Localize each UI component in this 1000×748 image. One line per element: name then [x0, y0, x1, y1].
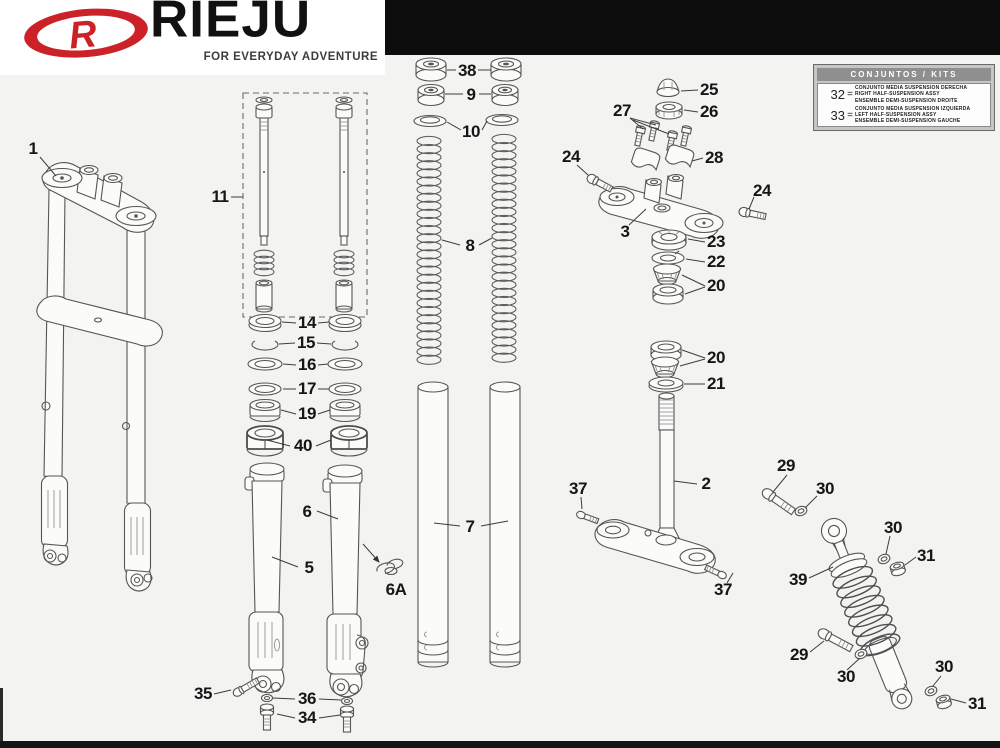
kit-equals: = — [847, 88, 853, 100]
callout-10: 10 — [462, 122, 480, 141]
callout-30: 30 — [884, 518, 902, 537]
callout-29: 29 — [790, 645, 808, 664]
callout-37: 37 — [569, 479, 587, 498]
callout-35: 35 — [194, 684, 212, 703]
callout-6: 6 — [302, 502, 312, 521]
callout-27: 27 — [613, 101, 631, 120]
callout-30: 30 — [816, 479, 834, 498]
callout-16: 16 — [298, 355, 316, 374]
callout-5: 5 — [304, 558, 314, 577]
callout-31: 31 — [968, 694, 986, 713]
callout-17: 17 — [298, 379, 316, 398]
callout-31: 31 — [917, 546, 935, 565]
callout-28: 28 — [705, 148, 723, 167]
callout-39: 39 — [789, 570, 807, 589]
kit-number: 33 — [830, 107, 845, 123]
callout-24: 24 — [562, 147, 580, 166]
callout-1: 1 — [28, 139, 38, 158]
callout-11: 11 — [211, 187, 229, 206]
callout-9: 9 — [466, 85, 476, 104]
scan-edge-left — [0, 688, 3, 741]
callout-23: 23 — [707, 232, 725, 251]
callout-38: 38 — [458, 61, 476, 80]
kit-number: 32 — [830, 86, 845, 102]
callout-29: 29 — [777, 456, 795, 475]
brand-wordmark: RIEJU — [150, 0, 312, 49]
callout-7: 7 — [465, 517, 475, 536]
brand-tagline: FOR EVERYDAY ADVENTURE — [203, 51, 378, 63]
callout-14: 14 — [298, 313, 316, 332]
callout-34: 34 — [298, 708, 316, 727]
callout-30: 30 — [935, 657, 953, 676]
callout-20: 20 — [707, 276, 725, 295]
scan-edge-bottom — [0, 741, 1000, 748]
callout-20: 20 — [707, 348, 725, 367]
kit-description: CONJUNTO MEDIA SUSPENSION DERECHA RIGHT HALF-SUSPENSION ASSY ENSEMBLE DEMI-SUSPENSION DROITE — [855, 85, 968, 104]
callout-30: 30 — [837, 667, 855, 686]
callout-21: 21 — [707, 374, 725, 393]
callout-6A: 6A — [385, 580, 407, 599]
svg-text:R: R — [67, 13, 99, 58]
callout-22: 22 — [707, 252, 725, 271]
kit-description: CONJUNTO MEDIA SUSPENSION IZQUIERDA LEFT HALF-SUSPENSION ASSY ENSEMBLE DEMI-SUSPENSION GAUCHE — [855, 105, 971, 125]
kits-table-title: CONJUNTOS / KITS — [817, 68, 991, 81]
callout-25: 25 — [700, 80, 718, 99]
kit-equals: = — [847, 109, 853, 121]
callout-24: 24 — [753, 181, 771, 200]
callout-19: 19 — [298, 404, 316, 423]
callout-40: 40 — [294, 436, 312, 455]
callout-3: 3 — [620, 222, 630, 241]
callout-26: 26 — [700, 102, 718, 121]
callout-15: 15 — [297, 333, 315, 352]
callout-36: 36 — [298, 689, 316, 708]
callout-8: 8 — [465, 236, 475, 255]
callout-2: 2 — [701, 474, 711, 493]
callout-37: 37 — [714, 580, 732, 599]
